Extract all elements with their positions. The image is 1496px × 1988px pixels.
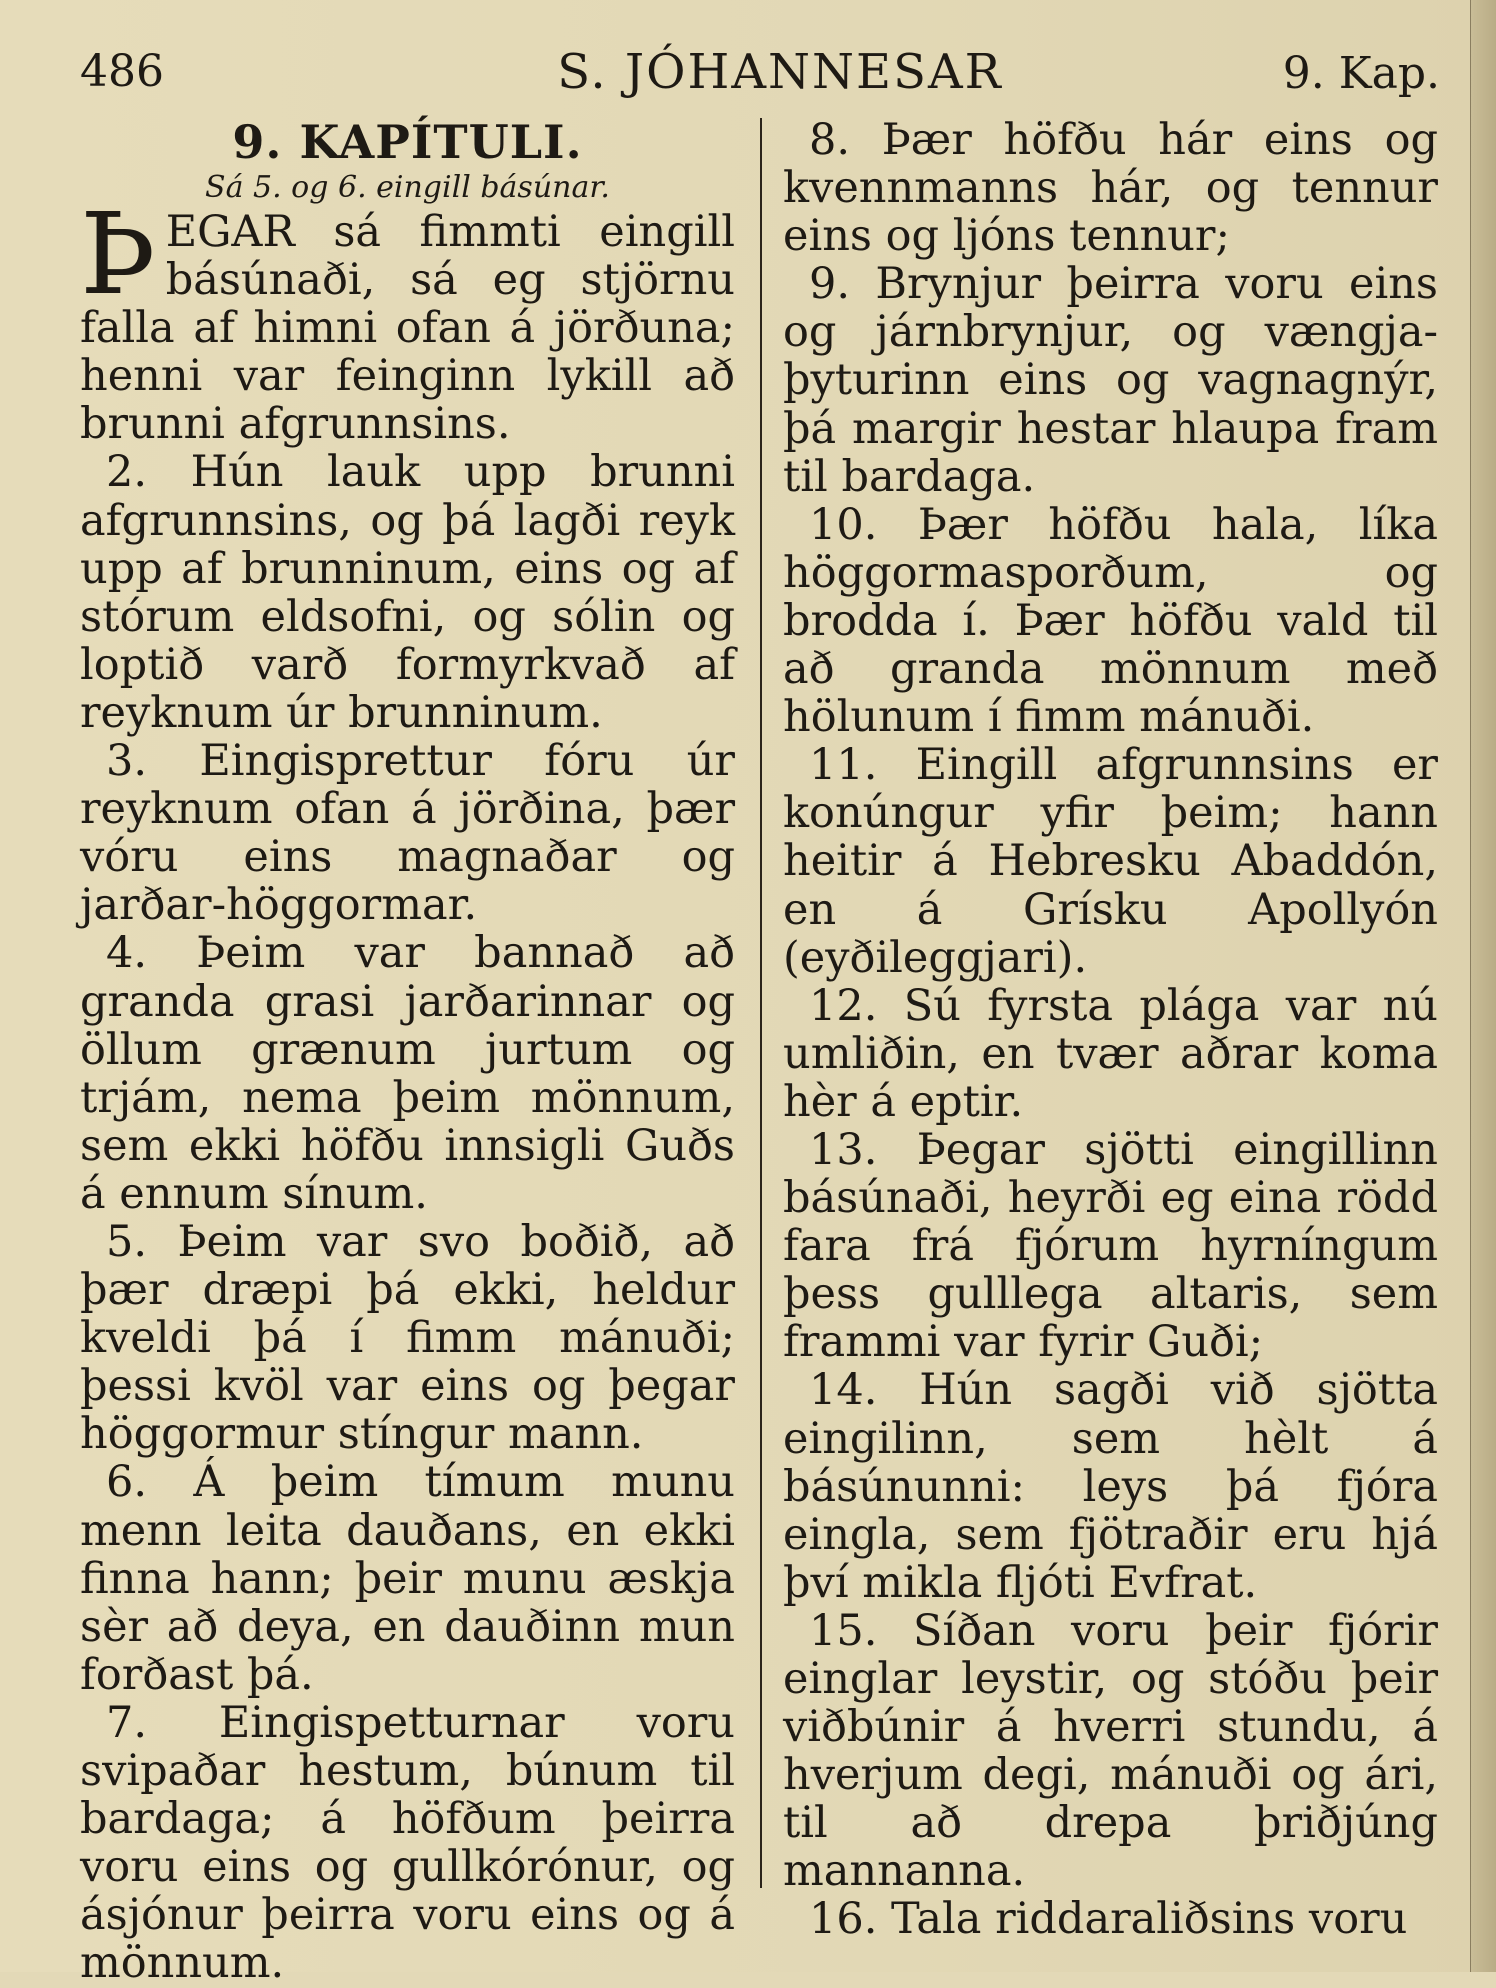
page-number: 486 (80, 46, 164, 97)
verse-14: 14. Hún sagði við sjötta eingilinn, sem hèlt á básúnunni: leys þá fjóra eingla, sem fjötraðir eru hjá því mikla fljóti Evfrat. (783, 1365, 1438, 1608)
verse-6: 6. Á þeim tímum munu menn leita dauðans, en ekki finna hann; þeir munu æskja sèr að deya, en dauðinn mun forðast þá. (80, 1457, 735, 1700)
verse-4: 4. Þeim var bannað að granda grasi jarðarinnar og öllum grænum jurtum og trjám, nema þeim mönnum, sem ekki höfðu innsigli Guðs á ennum sínum. (80, 928, 735, 1219)
verse-11: 11. Eingill afgrunnsins er konúngur yfir þeim; hann heitir á Hebresku Abaddón, en á Grísku Apollyón (eyðileggjari). (783, 740, 1438, 983)
verse-1 (80, 190, 735, 450)
verse-1-text: EGAR sá fimmti eingill básúnaði, sá eg stjörnu falla af himni ofan á jörðuna; henni var feinginn lykill að brunni afgrunnsins. (80, 207, 735, 450)
running-title: S. JÓHANNESAR (557, 44, 1003, 100)
adjacent-page-edge (1470, 0, 1496, 1972)
column-divider (760, 118, 762, 1888)
verse-10: 10. Þær höfðu hala, líka höggormasporðum, og brodda í. Þær höfðu vald til að granda mönnum með hölunum í fimm mánuði. (783, 499, 1438, 743)
verse-8: 8. Þær höfðu hár eins og kvennmanns hár, og tennur eins og ljóns tennur; (783, 115, 1438, 262)
chapter-reference: 9. Kap. (1282, 48, 1440, 99)
chapter-heading: 9. KAPÍTULI. (232, 115, 583, 169)
verse-13: 13. Þegar sjötti eingillinn básúnaði, heyrði eg eina rödd fara frá fjórum hyrníngum þess gulllega altaris, sem frammi var fyrir Guði; (783, 1124, 1438, 1368)
verse-7: 7. Eingispetturnar voru svipaðar hestum, búnum til bardaga; á höfðum þeirra voru eins og gullkórónur, og ásjónur þeirra voru eins og á mönnum. (80, 1697, 735, 1988)
verse-12: 12. Sú fyrsta plága var nú umliðin, en tvær aðrar koma hèr á eptir. (783, 980, 1438, 1127)
page-header (80, 38, 1440, 108)
verse-2: 2. Hún lauk upp brunni afgrunnsins, og þá lagði reyk upp af brunninum, eins og af stórum eldsofni, og sólin og loptið varð formyrkvað af reyknum úr brunninum. (80, 447, 735, 738)
verse-15: 15. Síðan voru þeir fjórir einglar leystir, og stóðu þeir viðbúnir á hverri stundu, á hverjum degi, mánuði og ári, til að drepa þriðjúng mannanna. (783, 1605, 1438, 1897)
chapter-summary: Sá 5. og 6. eingill básúnar. (205, 170, 610, 205)
verse-16: 16. Tala riddaraliðsins voru (809, 1894, 1408, 1945)
drop-cap: Þ (80, 190, 156, 320)
verse-5: 5. Þeim var svo boðið, að þær dræpi þá ekki, heldur kveldi þá í fimm mánuði; þessi kvöl var eins og þegar höggormur stíngur mann. (80, 1216, 735, 1460)
verse-9: 9. Brynjur þeirra voru eins og járnbrynjur, og vængja-þyturinn eins og vagnagnýr, þá margir hestar hlaupa fram til bardaga. (783, 259, 1438, 502)
left-column (80, 116, 735, 1987)
verse-3: 3. Eingisprettur fóru úr reyknum ofan á jörðina, þær vóru eins magnaðar og jarðar-höggormar. (80, 736, 735, 931)
right-column (783, 116, 1438, 1944)
